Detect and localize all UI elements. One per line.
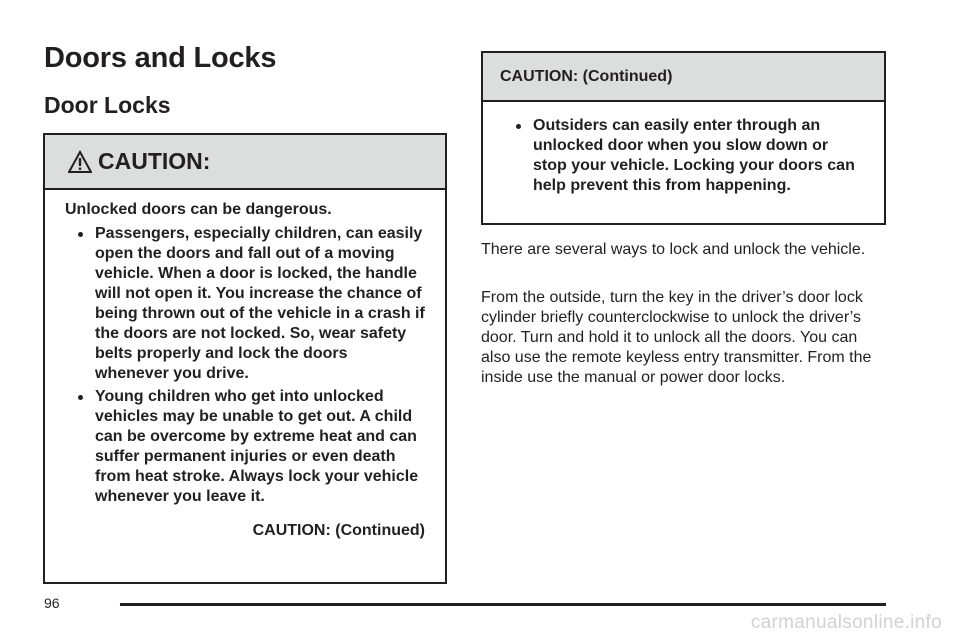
body-paragraph: From the outside, turn the key in the driver’s door lock cylinder briefly counterclockwise to unlock the driver’s door. Turn and hold it to unlock all the doors. You can also use the remote keyless entry transmitter. From the inside use the manual or power door locks.: [481, 289, 872, 386]
bullet-text: Outsiders can easily enter through an unlocked door when you slow down or stop your vehicle. Locking your doors can help prevent this from happening.: [533, 117, 855, 194]
list-item: [65, 224, 425, 384]
list-item: [503, 116, 864, 196]
watermark: carmanualsonline.info: [750, 612, 942, 633]
footer-rule: [120, 603, 886, 606]
warning-triangle-icon: [68, 150, 92, 174]
caution-continued-label: CAUTION: (Continued): [252, 522, 425, 539]
bullet-text: Young children who get into unlocked vehicles may be unable to get out. A child can be overcome by extreme heat and can suffer permanent injuries or even death from heat stroke. Always lock your vehicle whenever you leave it.: [95, 388, 419, 505]
bullet-dot-icon: [78, 232, 83, 237]
bullet-dot-icon: [78, 395, 83, 400]
section-title: Door Locks: [44, 92, 171, 118]
caution-continued-bullet-list: [503, 116, 864, 196]
caution-continued-box: [481, 51, 886, 225]
caution-continued-body: [483, 102, 884, 196]
body-paragraph: There are several ways to lock and unlock the vehicle.: [481, 241, 866, 258]
caution-continued-title: CAUTION: (Continued): [500, 67, 673, 85]
caution-box: [43, 133, 447, 584]
caution-title: CAUTION:: [98, 148, 211, 174]
caution-bullet-list: [65, 224, 425, 507]
caution-box-header: [45, 135, 445, 190]
caution-intro: Unlocked doors can be dangerous.: [65, 201, 332, 218]
page-title: Doors and Locks: [44, 42, 277, 74]
caution-box-body: [45, 190, 445, 541]
bullet-text: Passengers, especially children, can easily open the doors and fall out of a moving vehicle. When a door is locked, the handle will not open it. You increase the chance of being thrown out of the vehicle in a crash if the doors are not locked. So, wear safety belts properly and lock the doors whenever you drive.: [95, 225, 425, 382]
caution-continued-header: [483, 53, 884, 102]
page-number: 96: [44, 595, 60, 611]
list-item: [65, 387, 425, 507]
bullet-dot-icon: [516, 124, 521, 129]
